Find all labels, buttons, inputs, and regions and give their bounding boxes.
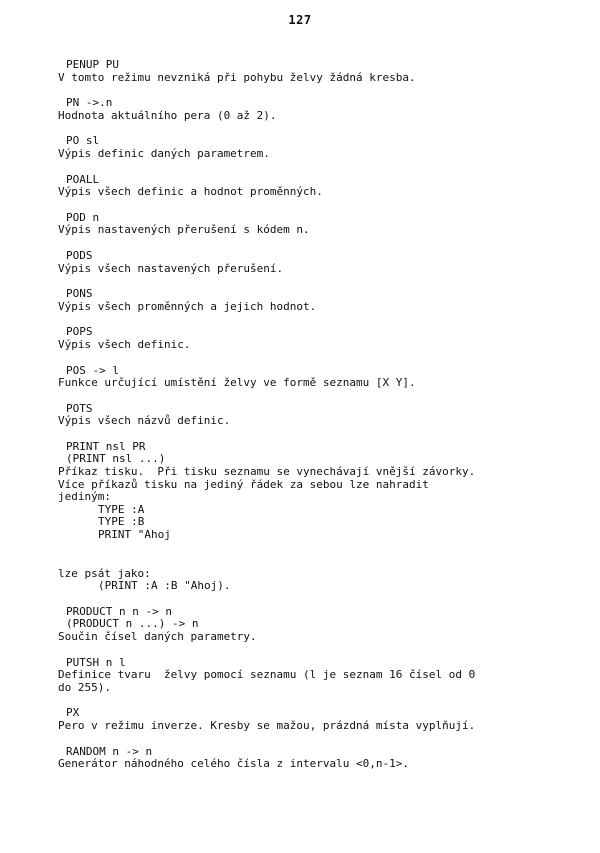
entry-description: Výpis všech definic. — [58, 337, 191, 351]
entry-poall — [58, 174, 548, 199]
entry-syntax: POD n — [66, 210, 100, 224]
entry-pn — [58, 97, 548, 122]
entry-syntax: POS -> l — [66, 363, 119, 377]
entry-putsh — [58, 657, 548, 695]
entry-description: Výpis všech názvů definic. — [58, 414, 231, 428]
entry-description: Definice tvaru želvy pomocí seznamu (l je seznam 16 čísel od 0 — [58, 668, 476, 682]
entry-syntax: PRINT nsl PR — [66, 439, 146, 453]
entry-syntax: PX — [66, 706, 80, 720]
entry-pons — [58, 288, 548, 313]
entry-description-line: do 255). — [58, 680, 111, 694]
entry-description: Výpis definic daných parametrem. — [58, 146, 270, 160]
entry-description-line: Více příkazů tisku na jediný řádek za sebou lze nahradit — [58, 477, 429, 491]
entry-syntax: PONS — [66, 287, 93, 301]
entry-description: Výpis nastavených přerušení s kódem n. — [58, 223, 310, 237]
entry-syntax: POTS — [66, 401, 93, 415]
entry-description: Funkce určující umístění želvy ve formě seznamu [X Y]. — [58, 376, 416, 390]
code-line: PRINT "Ahoj — [98, 528, 171, 542]
entry-syntax: POPS — [66, 325, 93, 339]
entry-syntax: RANDOM n -> n — [66, 744, 153, 758]
entry-description: Výpis všech proměnných a jejich hodnot. — [58, 299, 317, 313]
page-number: 127 — [288, 13, 312, 27]
entry-description: Výpis všech definic a hodnot proměnných. — [58, 185, 323, 199]
entry-description: Součin čísel daných parametry. — [58, 630, 257, 643]
entry-pods — [58, 250, 548, 275]
entry-description-after: lze psát jako: — [58, 566, 151, 580]
entry-penup — [58, 59, 548, 84]
entry-syntax: PO sl — [66, 134, 100, 148]
entry-syntax-alt: (PRODUCT n ...) -> n — [66, 617, 199, 631]
entry-po — [58, 135, 548, 160]
entry-pots — [58, 403, 548, 428]
entry-pos — [58, 365, 548, 390]
entry-description: Příkaz tisku. Při tisku seznamu se vynechávají vnější závorky. — [58, 465, 476, 479]
entry-description: Hodnota aktuálního pera (0 až 2). — [58, 108, 277, 122]
code-line: TYPE :A — [98, 502, 145, 516]
entry-description: Výpis všech nastavených přerušení. — [58, 261, 284, 275]
entry-syntax: PENUP PU — [66, 58, 119, 71]
entry-px — [58, 707, 548, 732]
entry-syntax: PUTSH n l — [66, 655, 126, 669]
entry-random — [58, 746, 548, 771]
entry-description-line: jediným: — [58, 490, 111, 504]
entry-syntax-alt: (PRINT nsl ...) — [66, 452, 166, 466]
entry-description: V tomto režimu nevzniká při pohybu želvy žádná kresba. — [58, 70, 416, 84]
entry-pod — [58, 212, 548, 237]
entry-description: Generátor náhodného celého čísla z intervalu <0,n-1>. — [58, 757, 409, 771]
entry-print — [58, 441, 548, 593]
entry-pops — [58, 326, 548, 351]
entry-product — [58, 606, 548, 644]
entry-syntax: PODS — [66, 248, 93, 262]
entry-syntax: POALL — [66, 172, 100, 186]
entry-syntax: PRODUCT n n -> n — [66, 604, 172, 618]
code-line: (PRINT :A :B "Ahoj). — [98, 579, 231, 593]
entry-description: Pero v režimu inverze. Kresby se mažou, prázdná místa vyplňují. — [58, 718, 476, 732]
code-line: TYPE :B — [98, 515, 145, 529]
entry-syntax: PN ->.n — [66, 96, 113, 110]
command-reference-list — [58, 59, 548, 784]
